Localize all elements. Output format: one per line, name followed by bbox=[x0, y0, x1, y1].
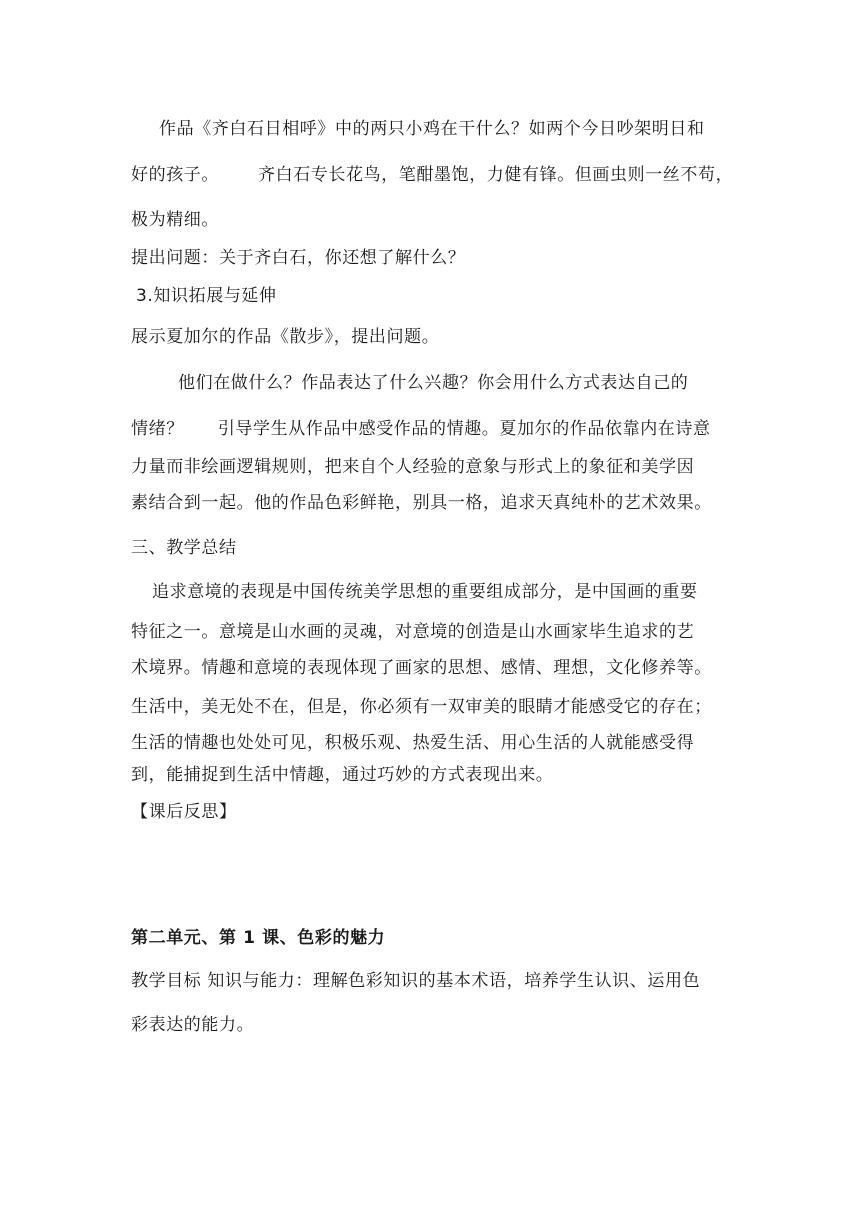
paragraph-fragment: 情绪？ bbox=[131, 419, 184, 439]
paragraph-line: 素结合到一起。他的作品色彩鲜艳，别具一格，追求天真纯朴的艺术效果。 bbox=[131, 493, 712, 513]
paragraph-line: 追求意境的表现是中国传统美学思想的重要组成部分，是中国画的重要 bbox=[152, 582, 698, 602]
paragraph-fragment: 齐白石专长花鸟，笔酣墨饱，力健有锋。但画虫则一丝不苟， bbox=[258, 165, 734, 185]
section-heading: 三、教学总结 bbox=[131, 538, 237, 558]
paragraph-line: 特征之一。意境是山水画的灵魂，对意境的创造是山水画家毕生追求的艺 bbox=[131, 622, 695, 642]
paragraph-line: 极为精细。 bbox=[131, 210, 219, 230]
reflection-heading: 【课后反思】 bbox=[131, 802, 237, 822]
unit-title: 第二单元、第 1 课、色彩的魅力 bbox=[131, 928, 386, 948]
paragraph-line bbox=[131, 417, 711, 441]
paragraph-line: 力量而非绘画逻辑规则，把来自个人经验的意象与形式上的象征和美学因 bbox=[131, 457, 695, 477]
question-text: 提出问题：关于齐白石，你还想了解什么？ bbox=[131, 248, 466, 268]
paragraph-line: 生活的情趣也处处可见，积极乐观、热爱生活、用心生活的人就能感受得 bbox=[131, 733, 695, 753]
paragraph-fragment: 引导学生从作品中感受作品的情趣。夏加尔的作品依靠内在诗意 bbox=[217, 419, 711, 439]
paragraph-line: 术境界。情趣和意境的表现体现了画家的思想、感情、理想，文化修养等。 bbox=[131, 658, 712, 678]
paragraph-line: 生活中，美无处不在，但是，你必须有一双审美的眼睛才能感受它的存在； bbox=[131, 697, 712, 717]
section-heading: 3.知识拓展与延伸 bbox=[136, 286, 277, 306]
paragraph-line bbox=[131, 163, 733, 187]
paragraph-fragment: 好的孩子。 bbox=[131, 165, 219, 185]
paragraph-line: 作品《齐白石日相呼》中的两只小鸡在干什么？如两个今日吵架明日和 bbox=[159, 119, 705, 139]
paragraph-line: 彩表达的能力。 bbox=[131, 1015, 255, 1035]
paragraph-line: 展示夏加尔的作品《散步》，提出问题。 bbox=[131, 327, 440, 347]
paragraph-line: 到，能捕捉到生活中情趣，通过巧妙的方式表现出来。 bbox=[131, 765, 554, 785]
paragraph-line: 教学目标 知识与能力：理解色彩知识的基本术语，培养学生认识、运用色 bbox=[131, 971, 701, 991]
paragraph-line: 他们在做什么？作品表达了什么兴趣？你会用什么方式表达自己的 bbox=[178, 373, 689, 393]
